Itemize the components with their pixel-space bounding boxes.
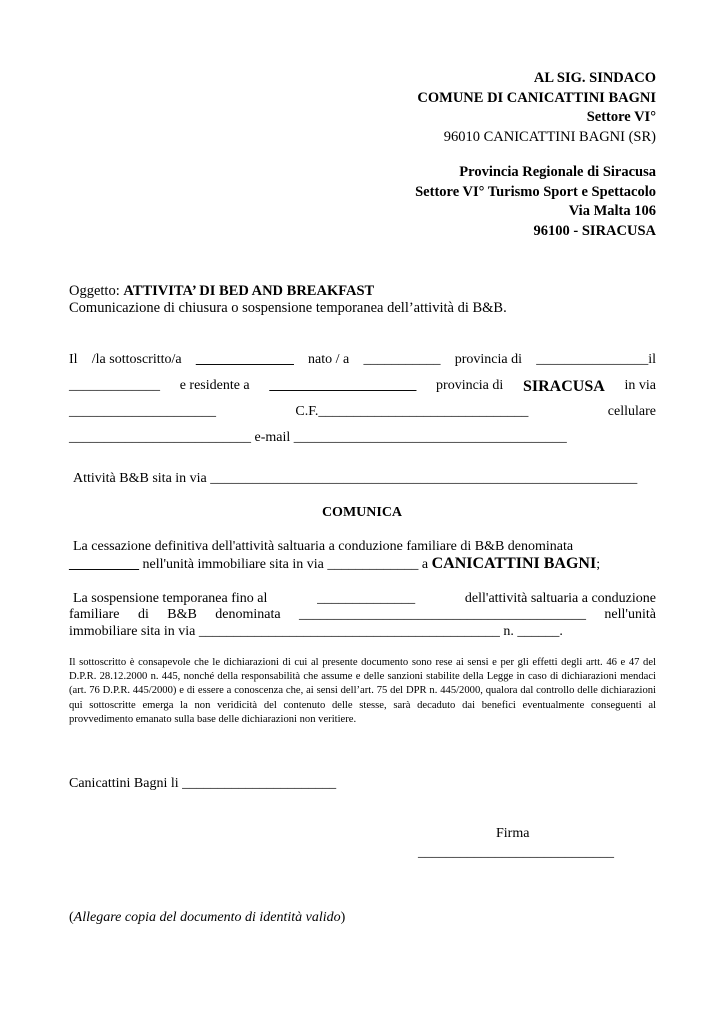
text: cellulare	[607, 404, 656, 419]
signature-label: Firma	[496, 826, 530, 841]
cessation-address[interactable]: nell'unità immobiliare sita in via _____________ a	[142, 557, 429, 572]
text: dell'attività saltuaria a conduzione	[464, 591, 656, 606]
text: Il	[69, 352, 78, 367]
tax-code-field[interactable]: C.F.______________________________	[295, 404, 529, 419]
cessation-text: La cessazione definitiva dell'attività saltuaria a conduzione familiare di B&B denominata	[73, 539, 574, 554]
attachment-text: Allegare copia del documento di identità valido	[73, 910, 341, 925]
name-blank[interactable]: ______________	[195, 352, 294, 367]
subject-line	[69, 283, 374, 300]
text: provincia di	[454, 352, 522, 367]
recipient-line: 96010 CANICATTINI BAGNI (SR)	[443, 128, 656, 145]
city-name: CANICATTINI BAGNI	[431, 555, 597, 572]
suspension-bnb-name-blank[interactable]: _________________________________________	[299, 607, 586, 622]
recipient-line: Via Malta 106	[568, 203, 656, 219]
cessation-checkbox-wrap	[69, 539, 573, 555]
declarant-line-3	[69, 404, 656, 420]
place-date-line[interactable]: Canicattini Bagni li ______________________	[69, 776, 337, 791]
text: di	[137, 607, 149, 622]
subject-description: Comunicazione di chiusura o sospensione temporanea dell’attività di B&B.	[69, 300, 507, 316]
recipient-line: 96100 - SIRACUSA	[533, 222, 656, 239]
recipient-line: Settore VI°	[586, 109, 656, 125]
recipient-province	[415, 163, 656, 241]
declarant-line-1	[69, 352, 656, 368]
text: denominata	[215, 607, 281, 622]
mobile-blank[interactable]: __________________________	[69, 430, 251, 445]
signature-line[interactable]: ____________________________	[418, 845, 614, 860]
suspension-address-line[interactable]: immobiliare sita in via ___________________________________________ n. ______.	[69, 624, 563, 639]
province-name: SIRACUSA	[522, 378, 605, 395]
text: (	[69, 910, 74, 925]
text: familiare	[69, 607, 120, 622]
comunica-heading: COMUNICA	[321, 505, 403, 520]
bnb-name-blank[interactable]: __________	[69, 557, 139, 572]
text: nell'unità	[604, 607, 656, 622]
recipient-line: Settore VI° Turismo Sport e Spettacolo	[415, 183, 656, 200]
text: /la sottoscritto/a	[91, 352, 182, 367]
email-field[interactable]: e-mail _______________________________________	[254, 430, 567, 445]
recipient-line: COMUNE DI CANICATTINI BAGNI	[417, 89, 656, 106]
text: nato / a	[308, 352, 350, 367]
text: )	[340, 910, 346, 925]
legal-notice: Il sottoscritto è consapevole che le dichiarazioni di cui al presente documento sono rese ai sensi e per gli effetti degli artt. 46 e 47 del D.P.R. 28.12.2000 n. 445, nonché della responsabilità che assume e delle sanzioni stabilite della Legge in caso di dichiarazioni mendaci (art. 76 D.P.R. 445/2000) e di essere a conoscenza che, ai sensi dell’art. 75 del DPR n. 445/2000, qualora dal controllo delle dichiarazioni qui sottoscritte emerga la non veridicità del contenuto delle stesse, sarà decaduto dai benefici eventualmente conseguenti al provvedimento emanato sulla base delle dichiarazioni non veritiere.	[69, 657, 656, 725]
birthplace-blank[interactable]: ___________	[363, 352, 441, 367]
suspension-start	[69, 591, 267, 607]
subject-label: Oggetto:	[69, 283, 120, 299]
suspension-line-1	[69, 591, 656, 607]
text: in via	[624, 378, 656, 393]
birth-province-blank[interactable]: ________________il	[536, 352, 656, 367]
subject-title: ATTIVITA’ DI BED AND BREAKFAST	[123, 283, 375, 299]
recipient-line: AL SIG. SINDACO	[533, 70, 656, 86]
cessation-line-1	[69, 539, 656, 555]
attachment-note	[69, 910, 345, 926]
birthdate-blank[interactable]: _____________	[69, 378, 160, 393]
declarant-line-2	[69, 378, 656, 396]
activity-text[interactable]: Attività B&B sita in via _____________________________________________________________	[73, 471, 638, 486]
text: La sospensione temporanea fino al	[73, 591, 268, 606]
cessation-line-2	[69, 555, 600, 573]
recipient-line: Provincia Regionale di Siracusa	[459, 164, 656, 180]
text: e residente a	[179, 378, 250, 393]
residence-blank[interactable]: _____________________	[269, 378, 417, 393]
declarant-line-4	[69, 430, 567, 446]
recipient-mayor	[417, 69, 656, 147]
suspension-date-blank[interactable]: ______________	[317, 591, 416, 606]
street-blank[interactable]: _____________________	[69, 404, 216, 419]
text: B&B	[167, 607, 197, 622]
activity-line	[69, 471, 637, 487]
text: provincia di	[436, 378, 504, 393]
text: ;	[596, 557, 601, 572]
suspension-line-2	[69, 607, 656, 623]
